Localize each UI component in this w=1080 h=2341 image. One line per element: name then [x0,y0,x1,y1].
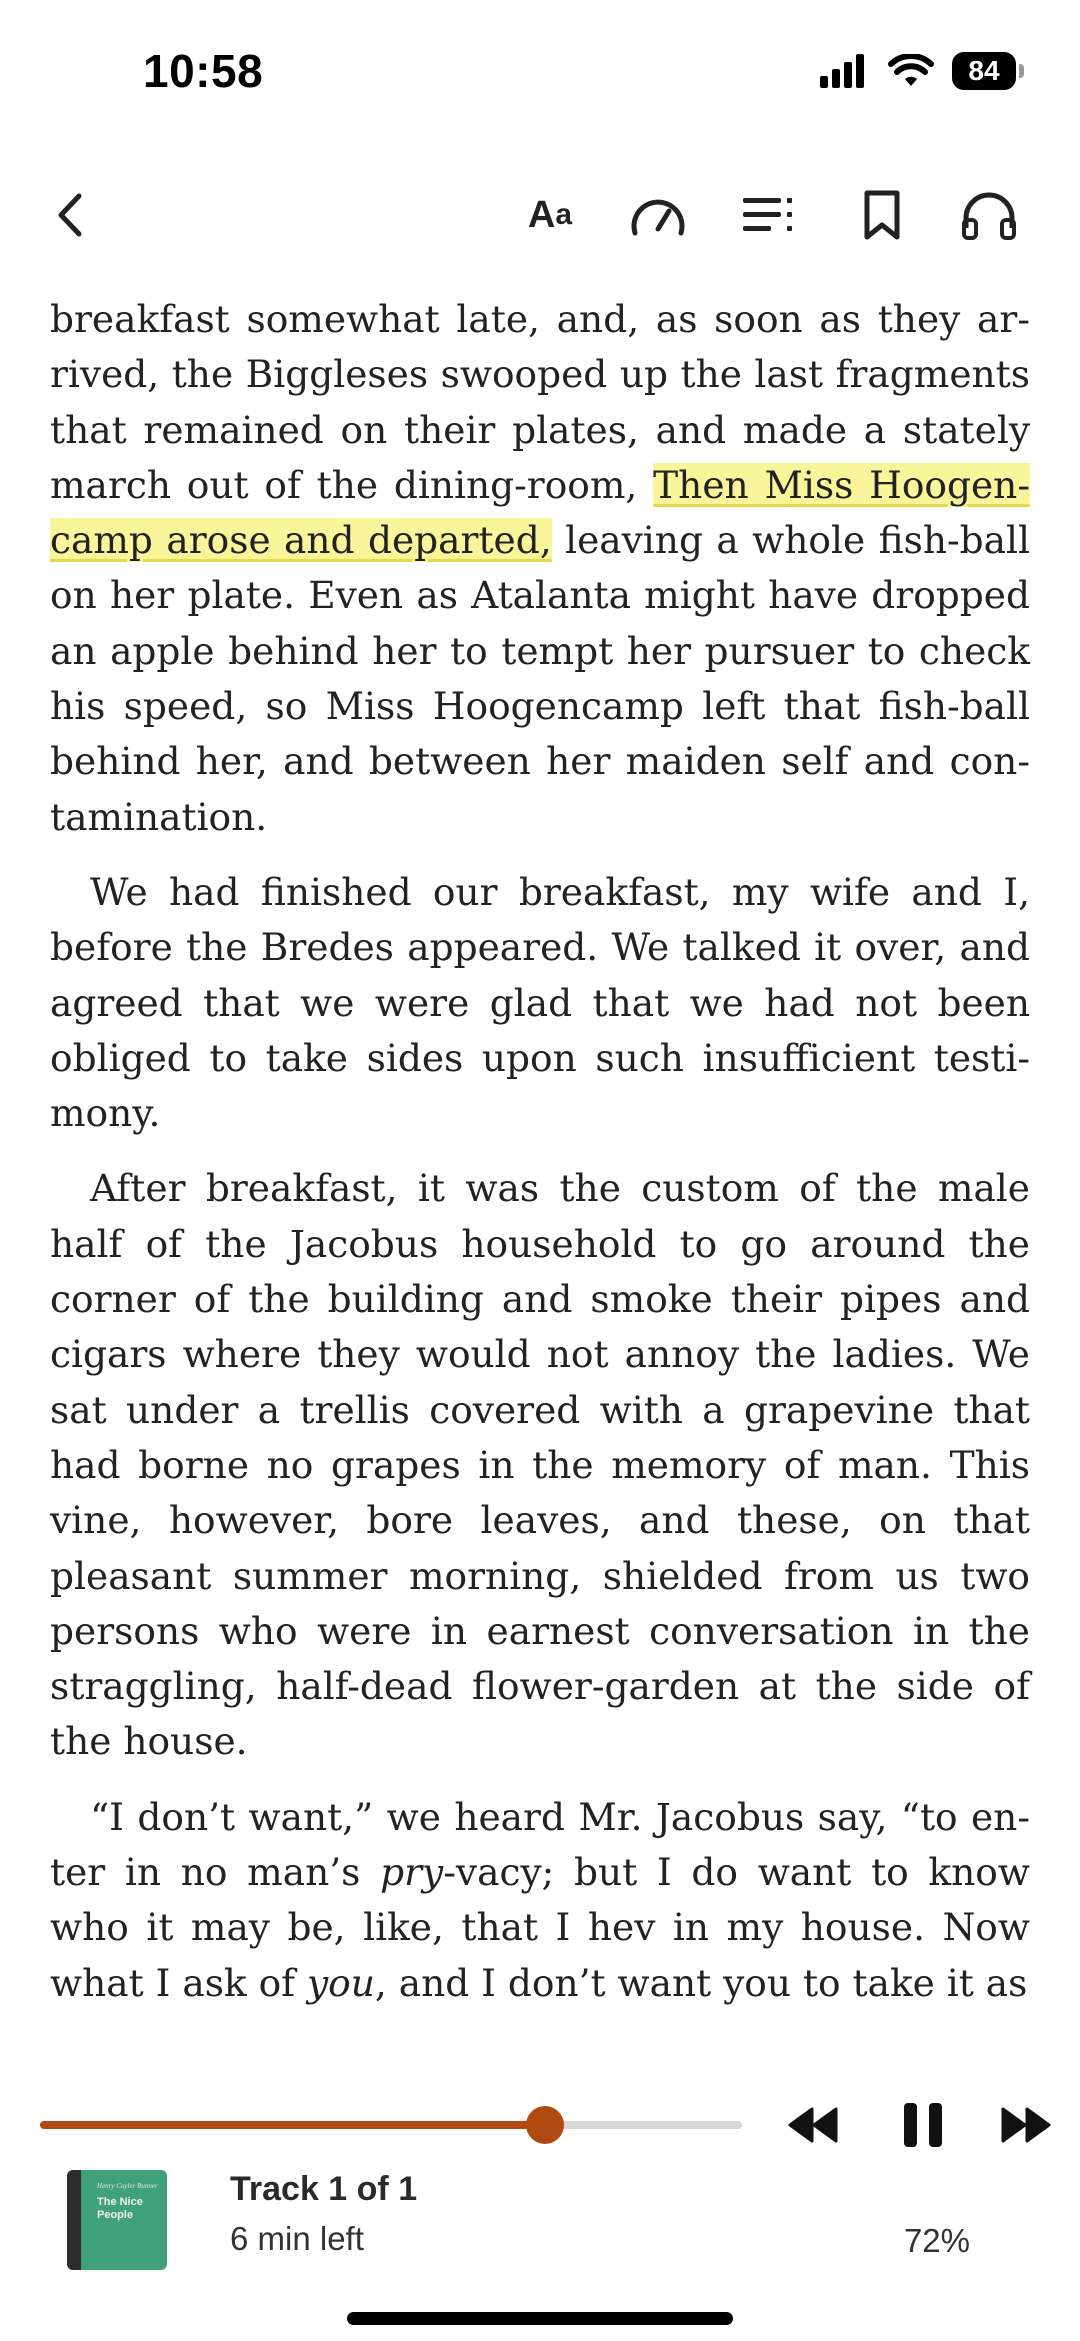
paragraph-text: breakfast somewhat late, and, as soon as they arrived, the Biggleses swooped up the last fragments that remained on their plates, and made a stately march out of the dining-room, [50,297,1030,507]
progress-fill [40,2121,545,2129]
fast-forward-icon [999,2105,1053,2145]
paragraph: After breakfast, it was the custom of the male half of the Jacobus household to go around the corner of the building and smoke their pipes and cigars where they would not annoy the ladies. We sat under a trellis covered with a grapevine that had borne no grapes in the memory of man. This vine, however, bore leaves, and these, on that pleasant summer morning, shielded from us two persons who were in earnest conversation in the straggling, half-dead flower-garden at the side of the house. [50,1166,1030,1764]
book-page-text[interactable] [50,292,1030,2011]
paragraph: We had finished our breakfast, my wife and I, before the Bredes appeared. We talked it over, and agreed that we were glad that we had not been obliged to take sides upon such insufficient testimony. [50,869,1030,1136]
pause-icon [901,2101,945,2149]
cellular-signal-icon [820,54,870,88]
font-icon-large: A [527,193,556,236]
headphones-icon [961,190,1017,240]
font-settings-button[interactable] [515,180,585,250]
status-icons [820,52,1016,90]
book-progress-percent: 72% [903,2222,970,2259]
wifi-icon [888,54,934,88]
paragraph [50,1790,1030,2011]
paragraph [50,292,1030,845]
rewind-button[interactable] [782,2096,844,2154]
cover-title-line: People [97,2209,134,2221]
cover-title [97,2196,143,2222]
speed-gauge-icon [629,193,687,237]
battery-level: 84 [968,55,1000,86]
fast-forward-button[interactable] [995,2096,1057,2154]
status-time: 10:58 [143,45,264,97]
track-title: Track 1 of 1 [230,2170,418,2208]
paragraph-text: , and I don’t want you to take it as [374,1960,1028,2005]
paragraph-text: “I don’t want,” we heard Mr. Jacobus say, “to enter in no man’s [50,1794,1030,1895]
contents-list-icon [741,195,795,235]
playback-speed-button[interactable] [625,180,691,250]
paragraph-text: leaving a whole fish-ball on her plate. Even as Atalanta might have dropped an apple behind her to tempt her pursuer to check his speed, so Miss Hoogencamp left that fish-ball behind her, and between her maiden self and contamination. [50,518,1030,839]
pause-button[interactable] [893,2096,953,2154]
bookmark-icon [862,189,902,241]
cover-title-line: The Nice [97,2196,143,2208]
font-icon-small: a [555,198,573,231]
italic-text: pry [380,1850,444,1895]
cover-spine [67,2170,81,2270]
playback-progress-slider[interactable] [40,2121,742,2129]
highlighted-passage[interactable]: Then Miss Hoogencamp arose and departed, [50,462,1031,563]
book-cover[interactable] [67,2170,167,2270]
audio-button[interactable] [958,180,1020,250]
rewind-icon [786,2105,840,2145]
reader-toolbar [0,180,1080,250]
back-button[interactable] [45,180,95,250]
home-indicator[interactable] [347,2312,733,2325]
paragraph-text: -vacy; but I do want to know who it may be, like, that I hev in my house. Now what I ask of [50,1850,1030,2005]
battery-indicator [952,52,1016,90]
cover-author: Henry Cuyler Bunner [97,2182,158,2190]
bookmark-button[interactable] [855,180,909,250]
table-of-contents-button[interactable] [738,180,798,250]
italic-text: you [306,1960,375,2005]
time-left: 6 min left [230,2220,364,2257]
back-icon [55,192,85,238]
progress-knob[interactable] [526,2106,564,2144]
